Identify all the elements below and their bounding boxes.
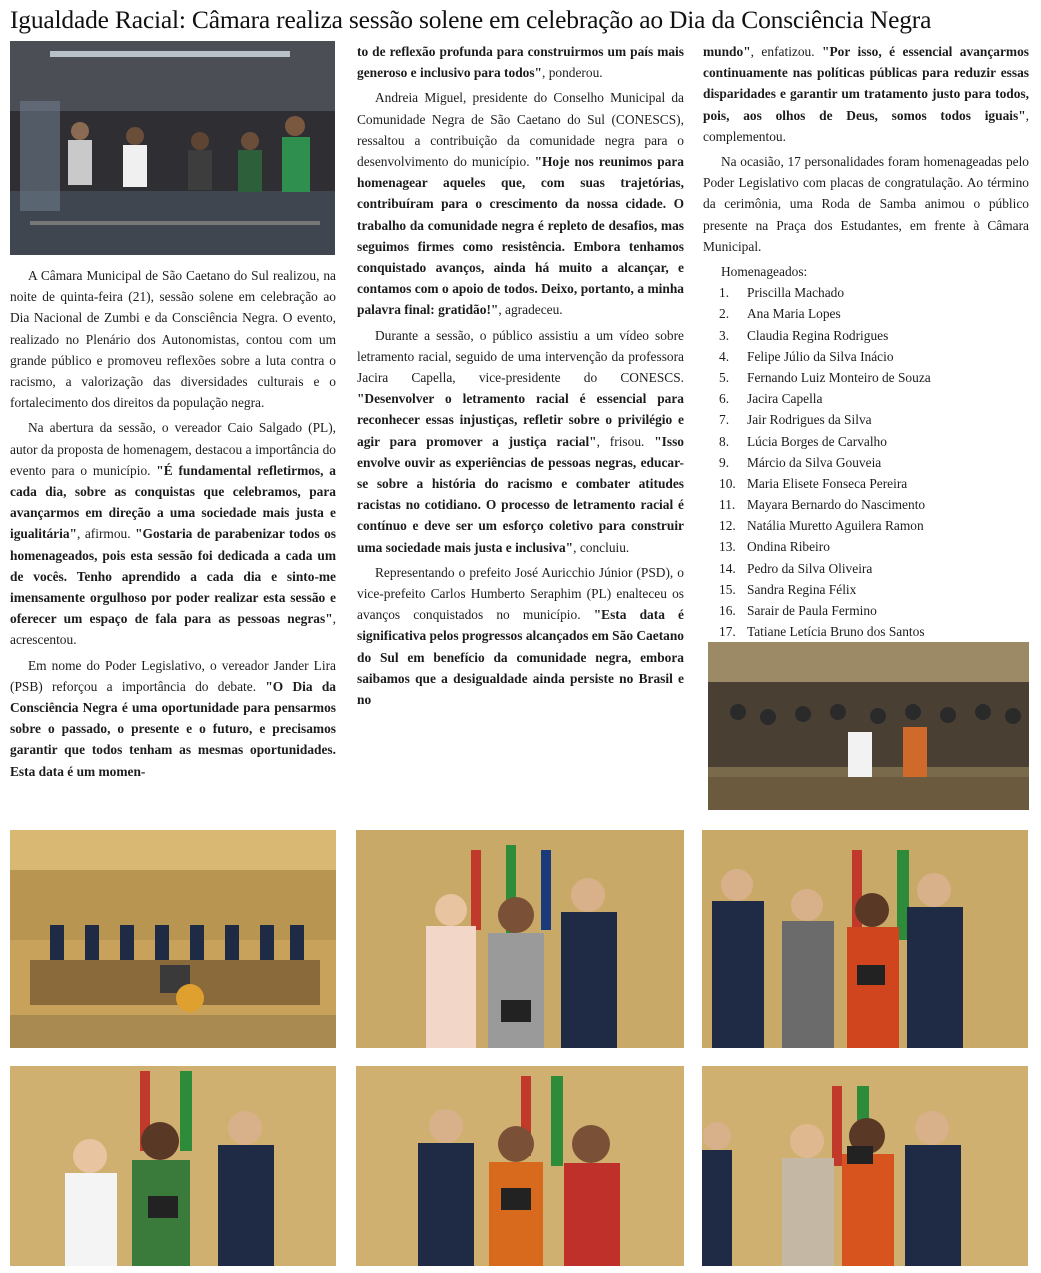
jander-lira-paragraph: Em nome do Poder Legislativo, o vereador Jander Lira (PSB) reforçou a importância do debate. "O Dia da Consciência Negra é uma oportunidade para pensarmos sobre o passado, o presente e o futuro, e precisamos garantir que todos tenham as mesmas oportunidades. Esta data é um momen-	[10, 657, 336, 779]
honoree-number: 16.	[719, 603, 736, 619]
honoree-item	[719, 431, 1029, 452]
honoree-photo-2	[702, 830, 1028, 1048]
honorees-list	[703, 282, 1029, 642]
honoree-name: Priscilla Machado	[747, 285, 845, 301]
plenary-table-photo	[10, 830, 336, 1048]
honoree-item	[719, 367, 1029, 388]
band-performance-photo	[10, 41, 335, 255]
vice-prefeito-paragraph: Representando o prefeito José Auricchio Júnior (PSD), o vice-prefeito Carlos Humberto Seraphim (PL) enalteceu os avanços conquistados no município. "Esta data é significativa pelos progressos alcançados em São Caetano do Sul em benefício da comunidade negra, embora saibamos que a desigualdade ainda persiste no Brasil e no	[357, 564, 685, 708]
honoree-number: 8.	[719, 433, 730, 449]
honoree-name: Felipe Júlio da Silva Inácio	[747, 348, 894, 364]
honoree-item	[719, 282, 1029, 303]
jacira-capella-paragraph: Durante a sessão, o público assistiu a um vídeo sobre letramento racial, seguido de uma intervenção da professora Jacira Capella, vice-presidente do CONESCS. "Desenvolver o letramento racial é essencial para reconhecer essas injustiças, refletir sobre o privilégio e agir para promover a justiça racial", frisou. "Isso envolve ouvir as experiências de pessoas negras, educar-se sobre a história do racismo e combater atitudes racistas no cotidiano. O processo de letramento racial é contínuo e deve ser um esforço coletivo para construir uma sociedade mais justa e inclusiva", concluiu.	[357, 327, 684, 555]
honoree-photo-5	[702, 1066, 1028, 1266]
honoree-item	[719, 579, 1029, 600]
intro-paragraph: A Câmara Municipal de São Caetano do Sul realizou, na noite de quinta-feira (21), sessão solene em celebração ao Dia Nacional de Zumbi e da Consciência Negra. O evento, realizado no Plenário dos Autonomistas, contou com um grande público e promoveu reflexões sobre a luta contra o racismo, a valorização das diversidades culturais e o fortalecimento dos direitos da população negra.	[10, 268, 336, 411]
honoree-name: Ana Maria Lopes	[747, 306, 841, 322]
honoree-item	[719, 388, 1029, 409]
honoree-number: 14.	[719, 560, 736, 576]
honoree-number: 1.	[719, 285, 730, 301]
honoree-name: Claudia Regina Rodrigues	[747, 327, 889, 343]
honorees-title: Homenageados:	[721, 264, 808, 280]
article-column-2	[357, 41, 684, 714]
honoree-name: Pedro da Silva Oliveira	[747, 560, 873, 576]
honoree-photo-1	[356, 830, 684, 1048]
honoree-name: Tatiane Letícia Bruno dos Santos	[747, 624, 925, 640]
honoree-item	[719, 473, 1029, 494]
honoree-name: Natália Muretto Aguilera Ramon	[747, 518, 924, 534]
honoree-number: 15.	[719, 581, 736, 597]
honoree-number: 2.	[719, 306, 730, 322]
honoree-number: 7.	[719, 412, 730, 428]
honoree-name: Maria Elisete Fonseca Pereira	[747, 475, 908, 491]
honoree-item	[719, 409, 1029, 430]
honoree-name: Mayara Bernardo do Nascimento	[747, 497, 926, 513]
honoree-photo-3	[10, 1066, 336, 1266]
honoree-number: 12.	[719, 518, 736, 534]
honoree-number: 11.	[719, 497, 736, 513]
honoree-item	[719, 494, 1029, 515]
honoree-item	[719, 558, 1029, 579]
honoree-item	[719, 303, 1029, 324]
article-column-3	[703, 41, 1029, 642]
honoree-number: 10.	[719, 475, 736, 491]
honoree-number: 4.	[719, 348, 730, 364]
honoree-name: Jair Rodrigues da Silva	[747, 412, 872, 428]
honoree-item	[719, 621, 1029, 642]
honoree-item	[719, 536, 1029, 557]
honoree-name: Márcio da Silva Gouveia	[747, 454, 882, 470]
continuation-paragraph: to de reflexão profunda para construirmos um país mais generoso e inclusivo para todos", ponderou.	[357, 44, 684, 81]
ceremony-paragraph: Na ocasião, 17 personalidades foram homenageadas pelo Poder Legislativo com placas de congratulação. Ao término da cerimônia, uma Roda de Samba animou o público presente na Praça dos Estudantes, em frente à Câmara Municipal.	[703, 154, 1029, 254]
honoree-number: 6.	[719, 391, 730, 407]
honoree-name: Ondina Ribeiro	[747, 539, 830, 555]
honoree-item	[719, 600, 1029, 621]
honoree-name: Lúcia Borges de Carvalho	[747, 433, 887, 449]
honoree-name: Sandra Regina Félix	[747, 581, 857, 597]
andreia-miguel-paragraph: Andreia Miguel, presidente do Conselho Municipal da Comunidade Negra de São Caetano do Sul (CONESCS), ressaltou a contribuição da comunidade negra para o desenvolvimento do município. "Hoje nos reunimos para homenagear aqueles que, com suas trajetórias, contribuíram para o crescimento da nossa cidade. O trabalho da comunidade negra é repleto de desafios, mas seguimos firmes como resistência. Embora tenhamos conquistado avanços, ainda há muito a alcançar, e contamos com o apoio de todos. Deixo, portanto, a minha palavra final: gratidão!", agradeceu.	[357, 90, 684, 318]
caio-salgado-paragraph: Na abertura da sessão, o vereador Caio Salgado (PL), autor da proposta de homenagem, destacou a importância do evento para o município. "É fundamental refletirmos, a cada dia, sobre as conquistas que celebramos, para avançarmos em direção a uma sociedade mais justa e igualitária", afirmou. "Gostaria de parabenizar todos os homenageados, pois esta sessão foi dedicada a cada um de vocês. Tenho aprendido a cada dia e sinto-me imensamente orgulhoso por poder realizar esta sessão e oferecer um espaço de fala para as pessoas negras", acrescentou.	[10, 420, 336, 648]
honoree-number: 5.	[719, 369, 730, 385]
honoree-name: Fernando Luiz Monteiro de Souza	[747, 369, 931, 385]
audience-photo	[708, 642, 1029, 810]
honoree-number: 3.	[719, 327, 730, 343]
honoree-name: Sarair de Paula Fermino	[747, 603, 877, 619]
honoree-number: 13.	[719, 539, 736, 555]
headline: Igualdade Racial: Câmara realiza sessão solene em celebração ao Dia da Consciência Negra	[10, 5, 932, 34]
honoree-number: 17.	[719, 624, 736, 640]
honoree-name: Jacira Capella	[747, 391, 823, 407]
honoree-item	[719, 452, 1029, 473]
honoree-item	[719, 346, 1029, 367]
article-column-1	[10, 265, 336, 786]
honoree-number: 9.	[719, 454, 730, 470]
continuation-paragraph-3: mundo", enfatizou. "Por isso, é essencial avançarmos continuamente nas políticas públicas para reduzir essas disparidades e garantir um tratamento justo para todos, pois, aos olhos de Deus, somos todos iguais", complementou.	[703, 44, 1029, 144]
honoree-item	[719, 325, 1029, 346]
honoree-photo-4	[356, 1066, 684, 1266]
honoree-item	[719, 515, 1029, 536]
